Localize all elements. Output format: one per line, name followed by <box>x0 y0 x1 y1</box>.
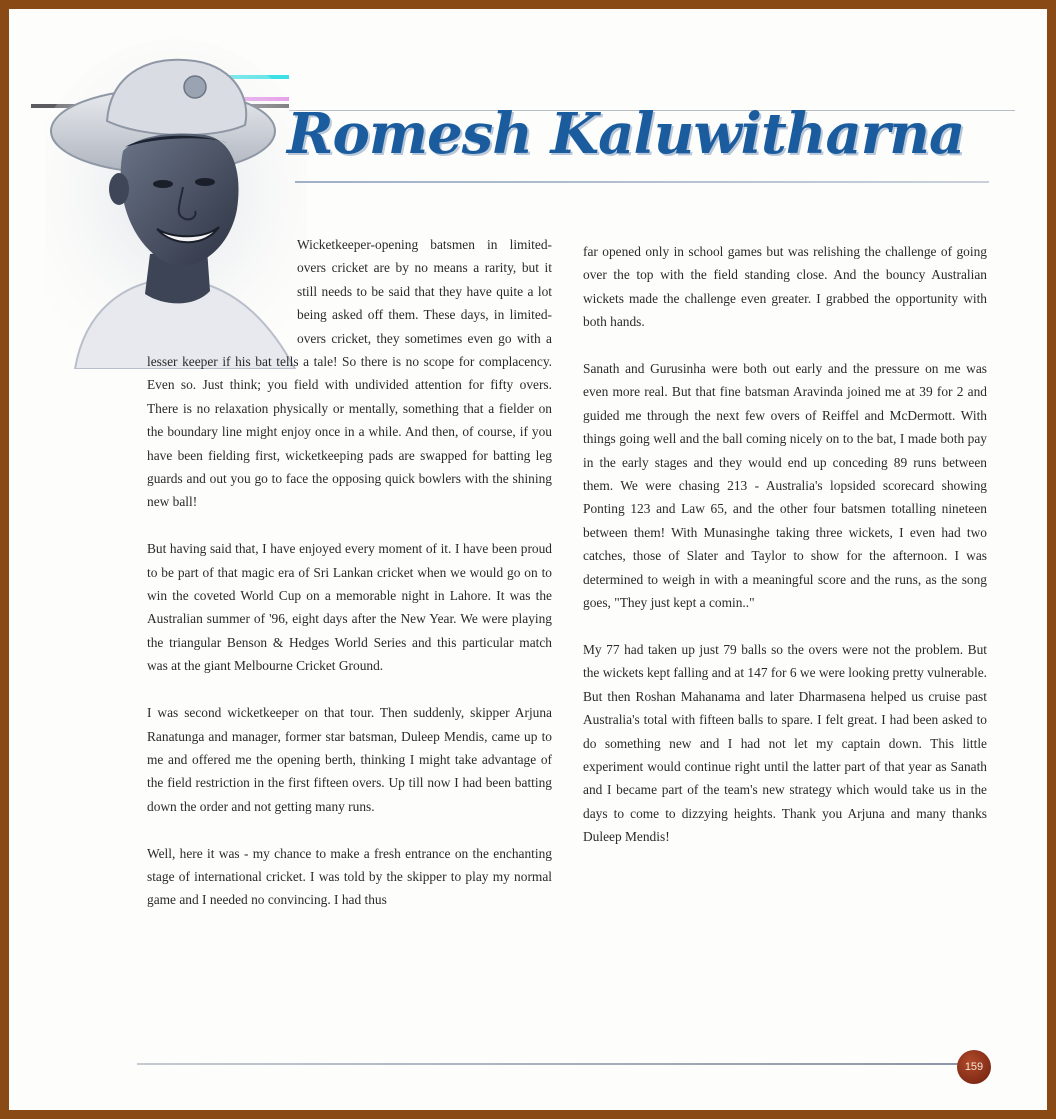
page-title: Romesh Kaluwitharna <box>287 101 965 167</box>
left-column <box>147 233 552 935</box>
page-number-badge: 159 <box>957 1050 991 1084</box>
portrait-wrap-space <box>147 233 297 350</box>
title-underline <box>295 181 989 183</box>
paragraph: Well, here it was - my chance to make a fresh entrance on the enchanting stage of international cricket. I was told by the skipper to play my normal game and I needed no convincing. I had thus <box>147 845 552 908</box>
footer-divider <box>137 1063 969 1065</box>
paragraph: Sanath and Gurusinha were both out early and the pressure on me was even more real. But that fine batsman Aravinda joined me at 39 for 2 and guided me through the next few overs of Reiffel and McDermott. With things going well and the ball coming nicely on to the bat, I made both pay in the early stages and they would end up conceding 89 runs between them. We were chasing 213 - Australia's lopsided scorecard showing Ponting 123 and Law 65, and the other four batsmen totalling nineteen between them! With Munasinghe taking three wickets, I even had two catches, those of Slater and Taylor to show for the afternoon. I was determined to weigh in with a meaningful score and the runs, as the song goes, "They just kept a comin.." <box>583 361 987 611</box>
right-column <box>583 240 987 872</box>
paragraph: Wicketkeeper-opening batsmen in limited-overs cricket are by no means a rarity, but it still needs to be said that they have quite a lot being asked off them. These days, in limited-overs cricket, they sometimes even go with a lesser keeper if his bat tells a tale! So there is no scope for complacency. Even so. Just think; you field with undivided attention for fifty overs. There is no relaxation physically or mentally, something that a fielder on the boundary line might enjoy once in a while. And then, of course, if you have been fielding first, wicketkeeping pads are swapped for batting leg guards and out you go to face the opposing quick bowlers with the shining new ball! <box>147 237 552 510</box>
paragraph: But having said that, I have enjoyed every moment of it. I have been proud to be part of that magic era of Sri Lankan cricket when we would go on to win the coveted World Cup on a memorable night in Lahore. It was the Australian summer of '96, eight days after the New Year. We were playing the triangular Benson & Hedges World Series and this particular match was at the giant Melbourne Cricket Ground. <box>147 541 552 674</box>
paragraph: far opened only in school games but was relishing the challenge of going over the top with the field standing close. And the bouncy Australian wickets made the challenge even greater. I grabbed the opportunity with both hands. <box>583 244 987 330</box>
paragraph: My 77 had taken up just 79 balls so the overs were not the problem. But the wickets kept falling and at 147 for 6 we were looking pretty vulnerable. But then Roshan Mahanama and later Dharmasena helped us cruise past Australia's total with fifteen balls to spare. I felt great. I had been asked to do something new and I had not let my captain down. This little experiment would continue right until the latter part of that year as Sanath and I became part of the team's new strategy which would take us in the days to come to dizzying heights. Thank you Arjuna and many thanks Duleep Mendis! <box>583 641 987 845</box>
paragraph: I was second wicketkeeper on that tour. Then suddenly, skipper Arjuna Ranatunga and manager, former star batsman, Duleep Mendis, came up to me and offered me the opening berth, thinking I might take advantage of the field restriction in the first fifteen overs. Up till now I had been batting down the order and not getting many runs. <box>147 705 552 814</box>
